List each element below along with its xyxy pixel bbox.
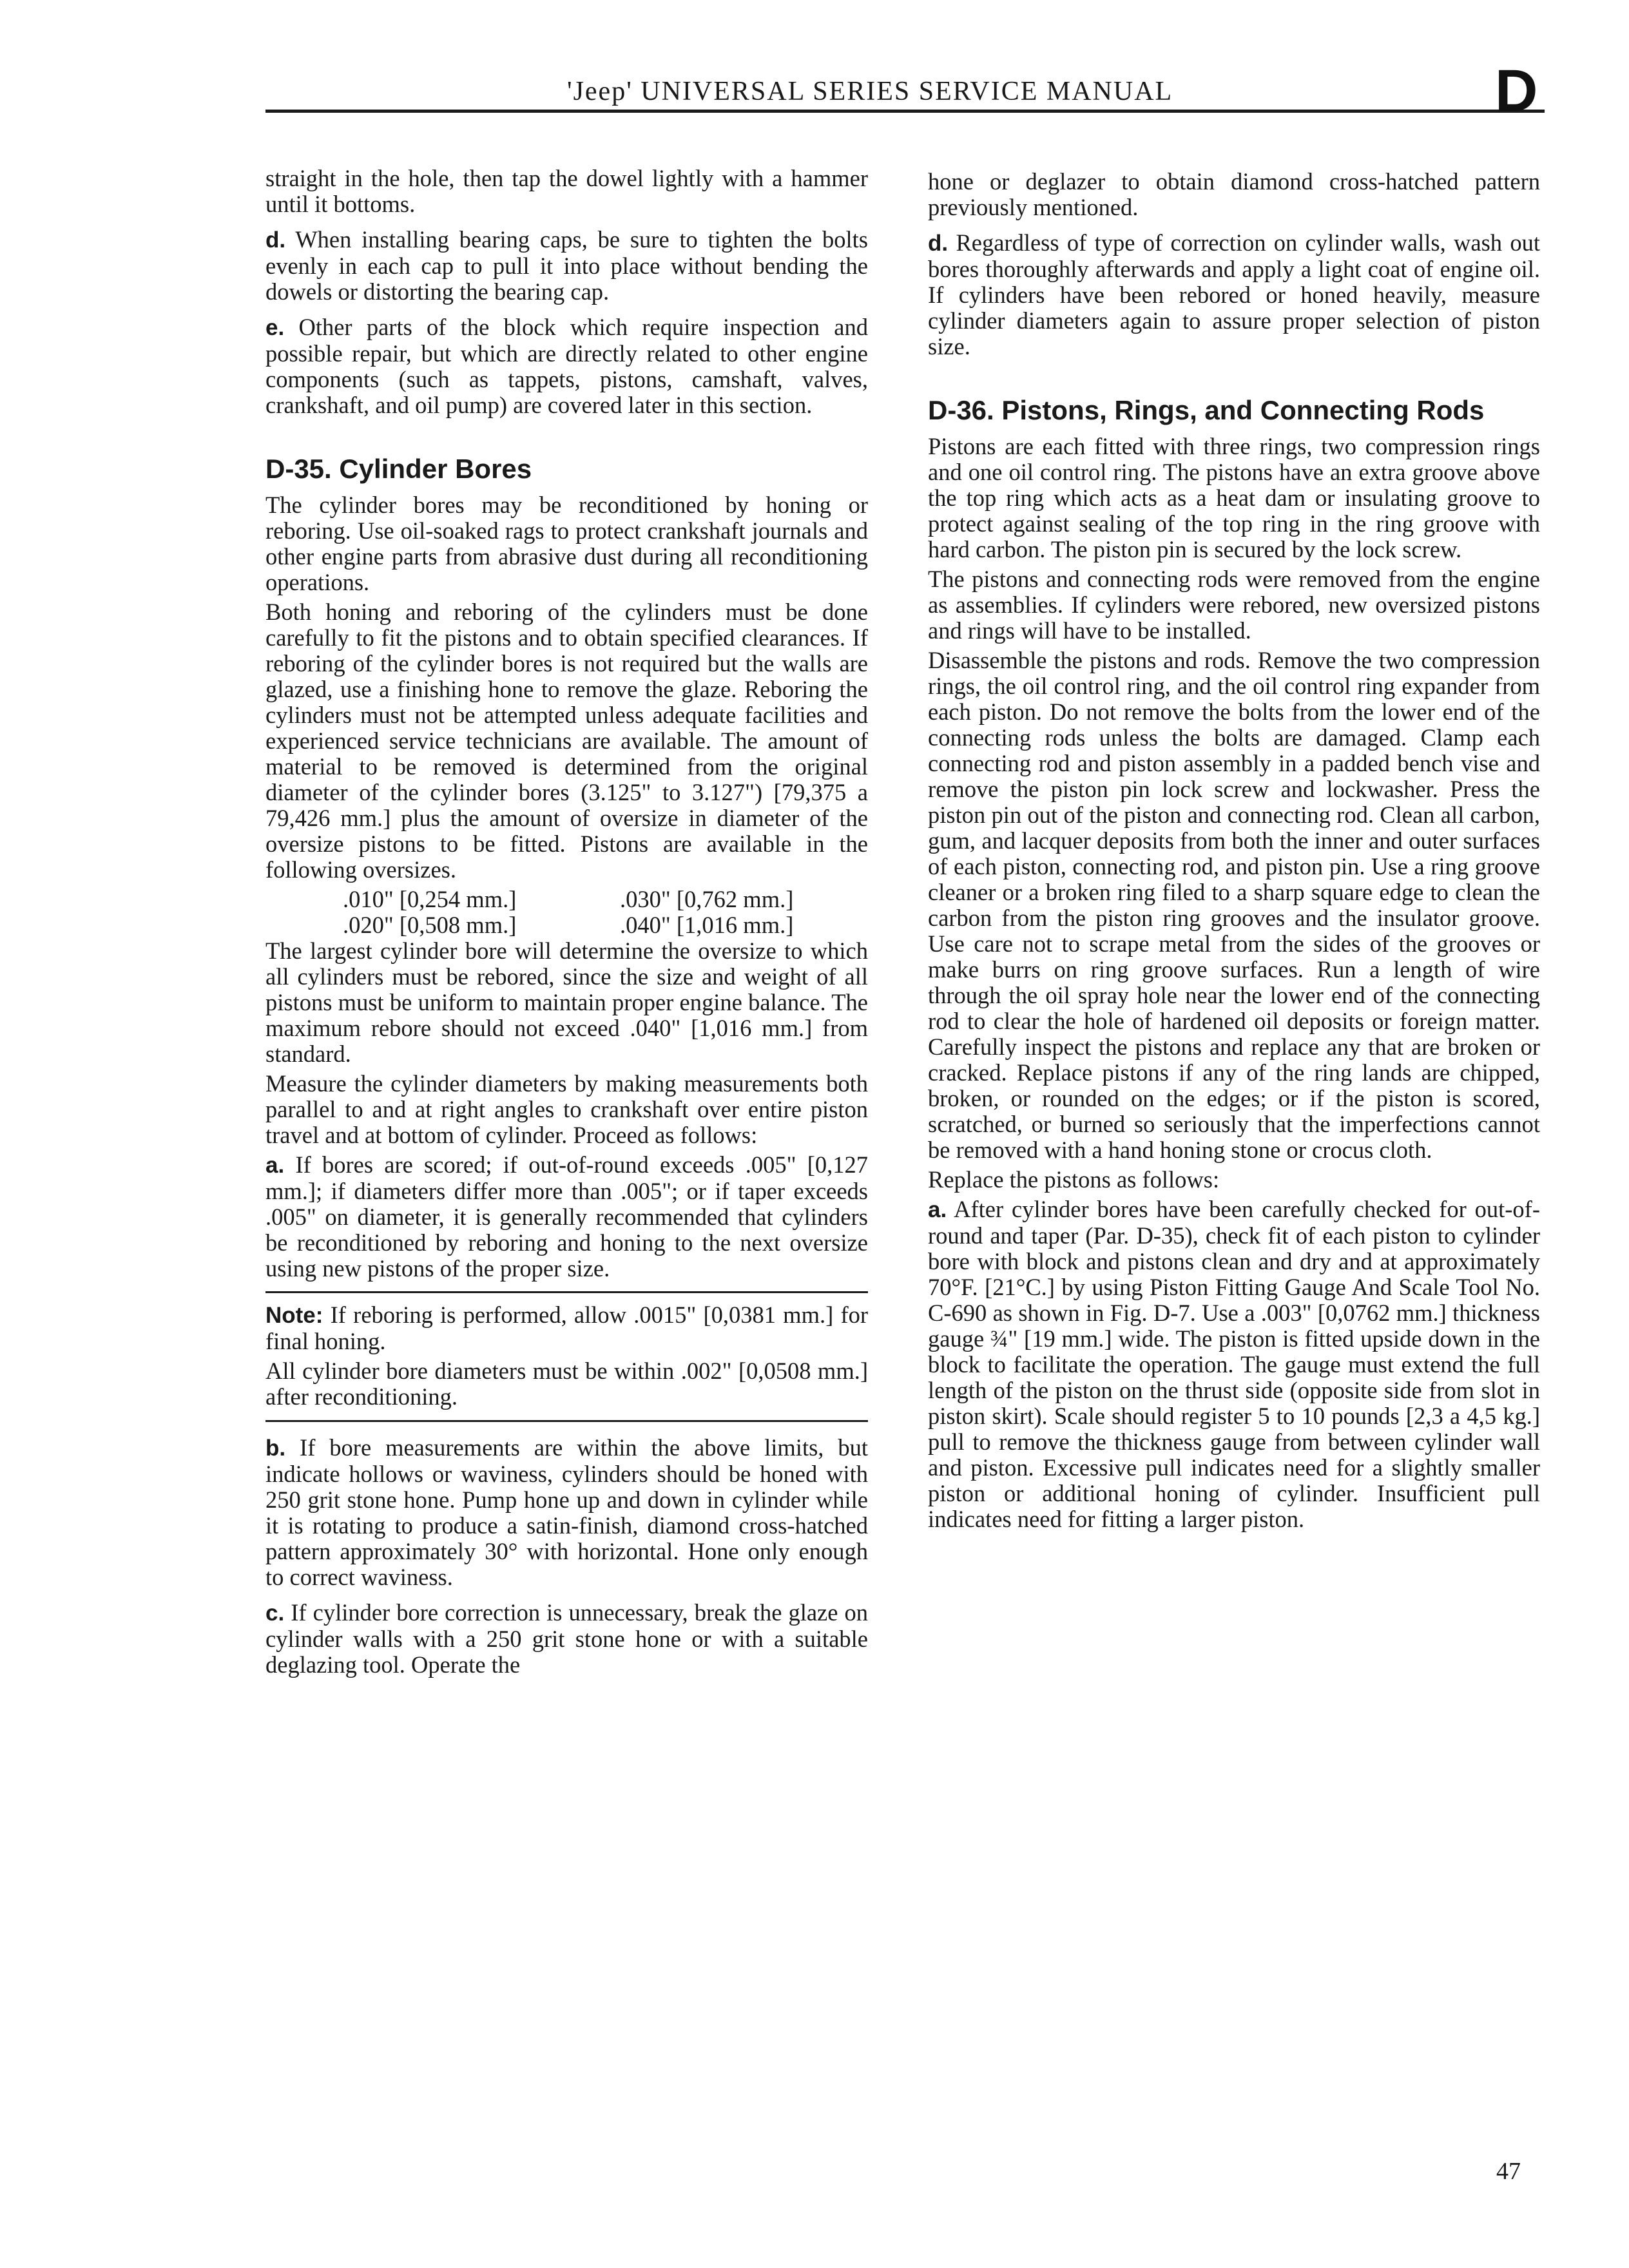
step-d-text: When installing bearing caps, be sure to tighten the bolts evenly in each cap to pull it into place without bending the dowels or distorting the bearing cap. — [265, 226, 868, 305]
section-letter: D — [1495, 58, 1538, 124]
step-d-paragraph — [928, 230, 1540, 360]
step-b-label: b. — [265, 1436, 286, 1461]
d36-paragraph-3: Disassemble the pistons and rods. Remove the two compression rings, the oil control ring, and the oil control ring expander from each piston. Do not remove the bolts from the lower end of the connecting rods unless the bolts are damaged. Clamp each connecting rod and piston assembly in a padded bench vise and remove the piston pin lock screw and lockwasher. Press the piston pin out of the piston and connecting rod. Clean all carbon, gum, and lacquer deposits from both the inner and outer surfaces of each piston, connecting rod, and piston pin. Use a ring groove cleaner or a broken ring filed to a sharp square edge to clean the carbon from the piston ring grooves and the insulator groove. Use care not to scrape metal from the sides of the grooves or make burrs on ring groove surfaces. Run a length of wire through the oil spray hole near the lower end of the connecting rod to clear the hole of hardened oil deposits or foreign matter. Carefully inspect the pistons and replace any that are broken or cracked. Replace pistons if any of the ring lands are chipped, broken, or rounded on the edges; or if the piston is scored, scratched, or burned so seriously that the imperfections cannot be removed with a hand honing stone or crocus cloth. — [928, 647, 1540, 1163]
note-box — [265, 1291, 868, 1422]
d36-paragraph-4: Replace the pistons as follows: — [928, 1166, 1220, 1193]
note-label: Note: — [265, 1303, 323, 1328]
note-text-2: All cylinder bore diameters must be within .002" [0,0508 mm.] after reconditioning. — [265, 1358, 868, 1410]
step-a-paragraph — [265, 1152, 868, 1282]
heading-d35: D-35. Cylinder Bores — [265, 454, 532, 484]
left-column — [265, 166, 868, 1687]
d35-paragraph-3: The largest cylinder bore will determine the oversize to which all cylinders must be rebored, since the size and weight of all pistons must be uniform to maintain proper engine balance. The maximum rebore should not exceed .040" [1,016 mm.] from standard. — [265, 937, 868, 1067]
step-e-paragraph — [265, 314, 868, 418]
step-a-paragraph — [928, 1196, 1540, 1532]
oversize-item: .030" [0,762 mm.] — [620, 886, 794, 912]
step-b-paragraph — [265, 1435, 868, 1590]
d35-paragraph-2: Both honing and reboring of the cylinders must be done carefully to fit the pistons and to obtain specified clearances. If reboring of the cylinder bores is not required but the walls are glazed, use a finishing hone to remove the glaze. Reboring the cylinders must not be attempted unless adequate facilities and experienced service technicians are available. The amount of material to be removed is determined from the original diameter of the cylinder bores (3.125" to 3.127") [79,375 a 79,426 mm.] plus the amount of oversize in diameter of the oversize pistons to be fitted. Pistons are available in the following oversizes. — [265, 599, 868, 883]
d35-paragraph-4: Measure the cylinder diameters by making measurements both parallel to and at right angles to crankshaft over entire piston travel and at bottom of cylinder. Proceed as follows: — [265, 1070, 868, 1148]
step-b-text: If bore measurements are within the above limits, but indicate hollows or waviness, cylinders should be honed with 250 grit stone hone. Pump hone up and down in cylinder while it is rotating to produce a satin-finish, diamond cross-hatched pattern approximately 30° with horizontal. Hone only enough to correct waviness. — [265, 1434, 868, 1590]
step-d-label: d. — [265, 227, 286, 253]
step-c-paragraph — [265, 1600, 868, 1678]
d35-paragraph-1: The cylinder bores may be reconditioned by honing or reboring. Use oil-soaked rags to protect crankshaft journals and other engine parts from abrasive dust during all reconditioning operations. — [265, 492, 868, 595]
oversize-item: .020" [0,508 mm.] — [343, 912, 517, 938]
oversize-list — [343, 887, 868, 938]
note-text-1: If reboring is performed, allow .0015" [0,0381 mm.] for final honing. — [265, 1302, 868, 1354]
step-c-label: c. — [265, 1600, 285, 1626]
step-d-paragraph — [265, 227, 868, 305]
header-rule — [265, 110, 1545, 113]
step-e-text: Other parts of the block which require inspection and possible repair, but which are directly related to other engine components (such as tappets, pistons, camshaft, valves, crankshaft, and oil pump) are covered later in this section. — [265, 314, 868, 418]
step-a-text: After cylinder bores have been carefully checked for out-of-round and taper (Par. D-35), check fit of each piston to cylinder bore with block and pistons clean and dry and at approximately 70°F. [21°C.] by using Piston Fitting Gauge And Scale Tool No. C-690 as shown in Fig. D-7. Use a .003" [0,0762 mm.] thickness gauge ¾" [19 mm.] wide. The piston is fitted upside down in the block to facilitate the operation. The gauge must extend the full length of the piston on the thrust side (opposite side from slot in piston skirt). Scale should register 5 to 10 pounds [2,3 a 4,5 kg.] pull to remove the thickness gauge from between cylinder wall and piston. Excessive pull indicates need for a slightly smaller piston or additional honing of cylinder. Insufficient pull indicates need for fitting a larger piston. — [928, 1196, 1540, 1532]
step-a-label: a. — [265, 1153, 285, 1178]
note-paragraph-1 — [265, 1302, 868, 1354]
running-header-title: 'Jeep' UNIVERSAL SERIES SERVICE MANUAL — [567, 77, 1173, 106]
d36-paragraph-2: The pistons and connecting rods were removed from the engine as assemblies. If cylinders were rebored, new oversized pistons and rings will have to be installed. — [928, 566, 1540, 644]
step-d-label: d. — [928, 231, 949, 256]
page-number: 47 — [1496, 2158, 1521, 2185]
oversize-item: .010" [0,254 mm.] — [343, 886, 517, 912]
step-a-text: If bores are scored; if out-of-round exceeds .005" [0,127 mm.]; if diameters differ more than .005"; or if taper exceeds .005" on diameter, it is generally recommended that cylinders be reconditioned by reboring and honing to the next oversize using new pistons of the proper size. — [265, 1151, 868, 1282]
step-c-text: If cylinder bore correction is unnecessary, break the glaze on cylinder walls with a 250 grit stone hone or with a suitable deglazing tool. Operate the — [265, 1599, 869, 1678]
paragraph-continuation: hone or deglazer to obtain diamond cross-hatched pattern previously mentioned. — [928, 168, 1540, 220]
step-e-label: e. — [265, 315, 285, 340]
oversize-item: .040" [1,016 mm.] — [620, 912, 794, 938]
paragraph-continuation: straight in the hole, then tap the dowel lightly with a hammer until it bottoms. — [265, 165, 868, 217]
d36-paragraph-1: Pistons are each fitted with three rings, two compression rings and one oil control ring. The pistons have an extra groove above the top ring which acts as a heat dam or insulating groove to protect against sealing of the top ring in the ring groove with hard carbon. The piston pin is secured by the lock screw. — [928, 433, 1540, 562]
step-a-label: a. — [928, 1197, 947, 1222]
step-d-text: Regardless of type of correction on cylinder walls, wash out bores thoroughly afterwards and apply a light coat of engine oil. If cylinders have been rebored or honed heavily, measure cylinder diameters again to assure proper selection of piston size. — [928, 229, 1540, 360]
right-column — [928, 169, 1540, 1542]
heading-d36: D-36. Pistons, Rings, and Connecting Rods — [928, 395, 1485, 425]
